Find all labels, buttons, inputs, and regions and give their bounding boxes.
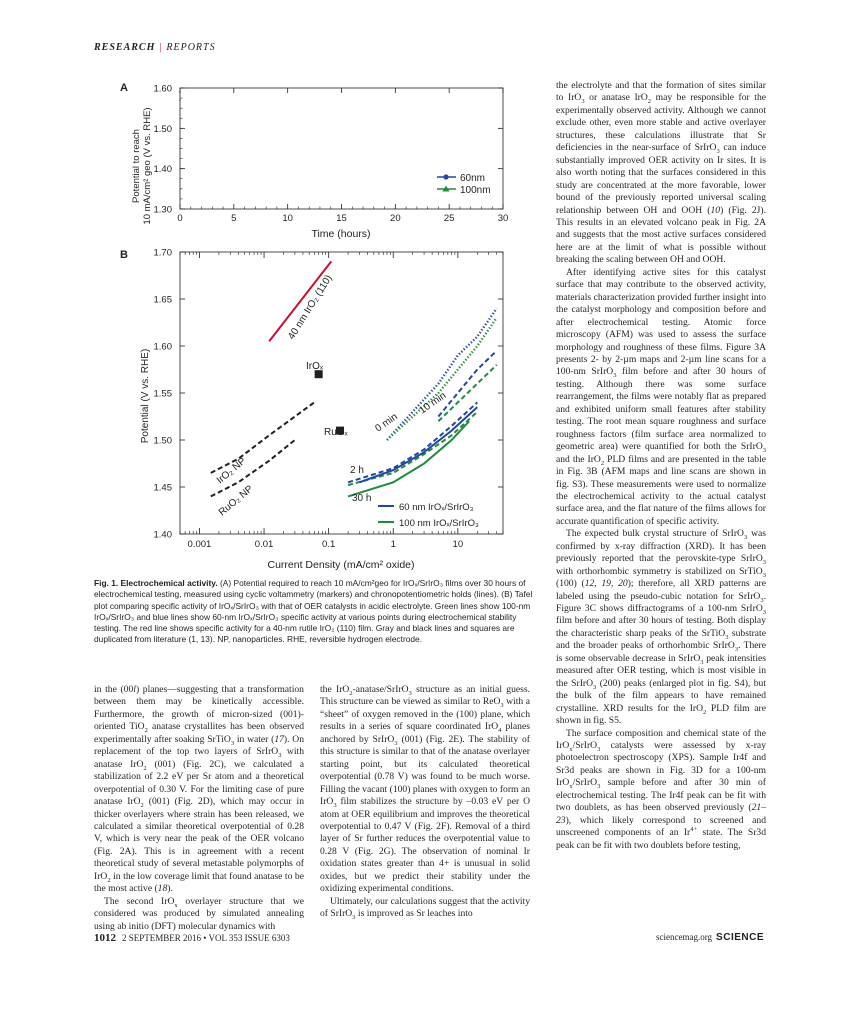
panel-b-ylabel: Potential (V vs. RHE) [140, 348, 151, 444]
panel-b-marks [211, 261, 497, 496]
x-tick-label: 20 [390, 213, 401, 224]
x-tick-label: 10 [282, 213, 293, 224]
x-tick-label: 10 [452, 539, 464, 550]
site-url: sciencemag.org [655, 932, 713, 942]
caption-body: (A) Potential required to reach 10 mA/cm²geo for IrOₓ/SrIrO₃ films over 30 hours of electrochemical testing, measured using cyclic voltammetry (markers) and chronopotentiometric holds (lines). (B) Tafel plot comparing specific activity of IrOₓ/SrIrO₃ with that of OER catalysts in acidic electrolyte. Green lines show 100-nm IrOₓ/SrIrO₃ and blue lines show 60-nm IrOₓ/SrIrO₃ specific activity at various points during electrochemical stability testing. The red line shows specific activity for a 40-nm rutile IrO₂ (110) film. Gray and black lines and squares are duplicated from literature (1, 13). NP, nanoparticles. RHE, reversible hydrogen electrode. [94, 578, 533, 645]
series-line-0-min [387, 318, 497, 440]
annotation-iro2-110: 40 nm IrO₂ (110) [286, 273, 335, 342]
panel-b-xlabel: Current Density (mA/cm² oxide) [267, 559, 415, 571]
paragraph: After identifying active sites for this catalyst surface that may contribute to the observed activity, materials characterization provided further insight into the catalyst morphology and composition before and after electrochemical testing. Atomic force microscopy (AFM) was used to assess the surface morphology and roughness of these films. Figure 3A presents 2- by 2-µm maps and 2-µm line scans for a 100-nm SrIrO$_3$ film before and after 30 hours of testing. Although there was some surface rearrangement, the films were notably flat as prepared and exhibited uniform small features after stability testing. The root mean square roughness and surface roughness factors (film surface area normalized to geometric area) were quantified for both the SrIrO$_3$ and the IrO$_2$ PLD films and are presented in the table in Fig. 3B (AFM maps and line scans are shown in fig. S3). These measurements were used to normalize the electrochemical activity to the actual catalyst surface area, and the flat nature of the films allows for accurate quantification of specific activity. [556, 266, 767, 527]
x-tick-label: 0 [177, 213, 183, 224]
legend-60nm-label: 60nm [460, 173, 486, 184]
legend-100nm-b-label: 100 nm IrOₓ/SrIrO₃ [399, 518, 479, 529]
running-header [94, 42, 216, 53]
header-divider: | [159, 42, 163, 53]
annotation-irox: IrOₓ [306, 361, 324, 372]
series-line-0-min [387, 308, 497, 440]
panel-b-legend [378, 502, 479, 529]
x-tick-label: 1 [390, 539, 396, 550]
right-text-column [556, 80, 766, 852]
x-tick-label: 0.1 [322, 539, 336, 550]
issue-info: 2 SEPTEMBER 2016 • VOL 353 ISSUE 6303 [122, 933, 290, 943]
bottom-left-text-column [94, 684, 304, 933]
x-tick-label: 0.001 [187, 539, 212, 550]
x-tick-label: 30 [497, 213, 509, 224]
y-tick-label: 1.70 [153, 247, 172, 259]
annotation-30-h: 30 h [352, 493, 372, 504]
subsection-label: REPORTS [166, 42, 216, 53]
y-tick-label: 1.60 [153, 341, 172, 353]
annotation-iro2-np: IrO₂ NP [214, 455, 249, 487]
panel-a-legend [437, 173, 491, 196]
legend-60nm-marker [443, 174, 448, 179]
paragraph: the IrO$_2$-anatase/SrIrO$_3$ structure as an initial guess. This structure can be viewed as similar to ReO$_3$ with a “sheet” of oxygen removed in the (100) plane, which results in a series of square coordinated IrO$_4$ planes anchored by SrIrO$_3$ (001) (Fig. 2E). The stability of this structure is similar to that of the anatase overlayer starting point, but its calculated theoretical overpotential (0.78 V) was found to be much worse. Filling the vacant (100) planes with oxygen to form an IrO$_3$ film stabilizes the structure by –0.03 eV per O atom at OER equilibrium and improves the theoretical overpotential to 0.47 V (Fig. 2F). Removal of a third layer of Sr further reduces the overpotential value to 0.28 V (Fig. 2G). The observation of nominal Ir oxidation states greater than 4+ is unusual in solid oxides, but we predict their stability under the oxidizing experimental conditions. [320, 684, 531, 895]
y-tick-label: 1.55 [153, 388, 172, 400]
x-tick-label: 15 [336, 213, 347, 224]
series-line-2-h [348, 412, 477, 485]
paragraph: in the (00l) planes—suggesting that a transformation between them may be kinetically accessible. Furthermore, the growth of micron-sized (001)-oriented TiO$_2$ anatase crystallites has been observed experimentally after soaking SrTiO$_3$ in water (17). On replacement of the top two layers of SrIrO$_3$ with anatase IrO$_2$ (001) (Fig. 2C), we calculated a stabilization of 2.2 eV per Sr atom and a theoretical overpotential of 0.30 V. For the limiting case of pure anatase IrO$_2$ (001) (Fig. 2D), which may occur in thicker overlayers where strain has been released, we calculated a similar theoretical overpotential of 0.28 V, which is very near the peak of the OER volcano (Fig. 2A). This is in agreement with a recent theoretical study of several metastable polymorphs of IrO$_2$ in the low coverage limit that found anatase to be the most active (18). [94, 684, 305, 895]
journal-name: SCIENCE [716, 932, 764, 943]
figure-caption [94, 578, 536, 646]
paragraph: The expected bulk crystal structure of SrIrO$_3$ was confirmed by x-ray diffraction (XRD). It has been previously reported that the perovskite-type SrIrO$_3$ with orthorhombic symmetry is stabilized on SrTiO$_3$ (100) (12, 19, 20); therefore, all XRD patterns are labeled using the pseudo-cubic notation for SrIrO$_3$. Figure 3C shows diffractograms of a 100-nm SrIrO$_3$ film before and after 30 hours of testing. Both display the characteristic sharp peaks of the SrTiO$_3$ substrate and the broader peaks of orthorhombic SrIrO$_3$. There is some observable decrease in SrIrO$_3$ peak intensities measured after OER testing, which is most visible in the SrIrO$_3$ (200) peaks (enlarged plot in fig. S4), but the bulk of the film appears to have remained crystalline. XRD results for the IrO$_2$ PLD film are shown in fig. S5. [556, 528, 767, 727]
paragraph: The surface composition and chemical state of the IrO$_x$/SrIrO$_3$ catalysts were assessed by x-ray photoelectron spectroscopy (XPS). Sample Ir4f and Sr3d peaks are shown in Fig. 3D for a 100-nm IrO$_x$/SrIrO$_3$ sample before and after 30 min of electrochemical testing. The Ir4f peak can be fit with two doublets, as has been observed previously (21–23), which likely correspond to screened and unscreened components of an $Ir^{4+}$ state. The Sr3d peak can be fit with two doublets before testing, [556, 727, 766, 851]
annotation-ruox: RuOₓ [324, 427, 348, 438]
series-line-10-min [438, 365, 496, 421]
x-tick-label: 5 [231, 213, 237, 224]
data-point-100nm [179, 99, 181, 101]
panel-a-label: A [120, 82, 128, 94]
bottom-middle-text-column [320, 684, 530, 921]
annotation-ruo2-np: RuO₂ NP [216, 483, 256, 519]
x-tick-label: 25 [443, 213, 455, 224]
annotation-2-h: 2 h [350, 465, 364, 476]
section-label: RESEARCH [94, 42, 156, 53]
y-tick-label: 1.50 [153, 435, 172, 447]
figure-panel-a [110, 72, 530, 244]
legend-60nm-b-label: 60 nm IrOₓ/SrIrO₃ [399, 502, 474, 513]
series-line-10-min [438, 351, 496, 417]
data-point-60nm [179, 91, 181, 93]
footer-left [94, 932, 290, 944]
y-tick-label: 1.60 [153, 83, 172, 95]
page-number: 1012 [94, 932, 116, 944]
caption-title: Fig. 1. Electrochemical activity. [94, 578, 218, 588]
paragraph: the electrolyte and that the formation of sites similar to IrO$_3$ or anatase IrO$_2$ may be responsible for the experimentally observed activity. Although we cannot exclude other, even more stable and active overlayer structures, these calculations illustrate that Sr deficiencies in the near-surface of SrIrO$_3$ can induce substantially improved OER activity on Ir sites. It is also worth noting that the surfaces considered in this study are concentrated at the more favorable, lower bound of the previously reported universal scaling relationship between OH and OOH (10) (Fig. 2J). This results in an elevated volcano peak in Fig. 2A and suggests that the most active surfaces considered here are at the limit of what is possible without breaking the scaling between OH and OOH. [556, 80, 766, 266]
panel-a-xlabel: Time (hours) [311, 228, 371, 240]
paragraph: The second IrO$_x$ overlayer structure that we considered was produced by simulated annealing using ab initio (DFT) molecular dynamics with [94, 895, 305, 932]
annotation-10-min: 10 min [417, 390, 449, 417]
y-tick-label: 1.50 [153, 123, 172, 135]
footer-right [656, 932, 764, 943]
panel-a-ylabel-line1: Potential to reach [131, 129, 142, 203]
x-tick-label: 0.01 [254, 539, 274, 550]
y-tick-label: 1.45 [153, 482, 172, 494]
panel-a-ylabel-line2: 10 mA/cm² geo (V vs. RHE) [142, 107, 153, 225]
legend-100nm-label: 100nm [460, 185, 491, 196]
y-tick-label: 1.40 [153, 164, 172, 176]
y-tick-label: 1.65 [153, 294, 172, 306]
panel-b-label: B [120, 249, 128, 261]
y-tick-label: 1.40 [153, 529, 172, 541]
y-tick-label: 1.30 [153, 204, 172, 216]
paragraph: Ultimately, our calculations suggest that the activity of SrIrO$_3$ is improved as Sr leaches into [320, 895, 530, 922]
annotation-0-min: 0 min [373, 411, 400, 435]
panel-a-axes [154, 84, 509, 225]
figure-panel-b [110, 244, 530, 576]
panel-b-plot-frame [180, 252, 503, 534]
series-line-IrO₂-NP [211, 402, 314, 473]
panel-a-plot-frame [180, 88, 503, 209]
